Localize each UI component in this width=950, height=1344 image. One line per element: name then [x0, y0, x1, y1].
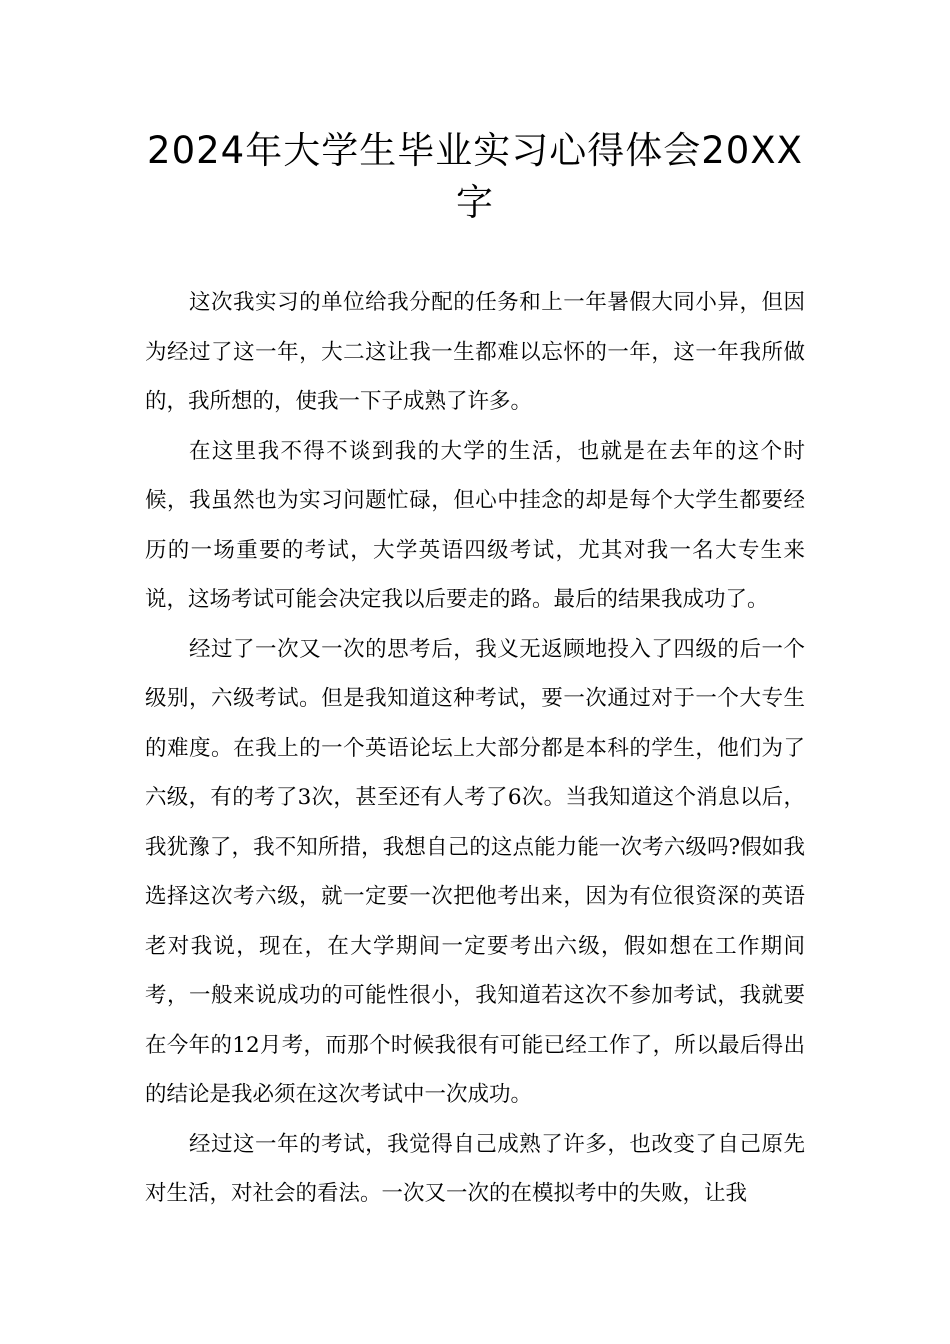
document-body: [145, 278, 805, 1219]
paragraph-3: 经过了一次又一次的思考后，我义无返顾地投入了四级的后一个级别，六级考试。但是我知道这种考试，要一次通过对于一个大专生的难度。在我上的一个英语论坛上大部分都是本科的学生，他们为了六级，有的考了3次，甚至还有人考了6次。当我知道这个消息以后，我犹豫了，我不知所措，我想自己的这点能力能一次考六级吗?假如我选择这次考六级，就一定要一次把他考出来，因为有位很资深的英语老对我说，现在，在大学期间一定要考出六级，假如想在工作期间考，一般来说成功的可能性很小，我知道若这次不参加考试，我就要在今年的12月考，而那个时候我很有可能已经工作了，所以最后得出的结论是我必须在这次考试中一次成功。: [145, 636, 805, 1107]
paragraph-1: 这次我实习的单位给我分配的任务和上一年暑假大同小异，但因为经过了这一年，大二这让我一生都难以忘怀的一年，这一年我所做的，我所想的，使我一下子成熟了许多。: [145, 290, 805, 414]
paragraph-4: 经过这一年的考试，我觉得自己成熟了许多，也改变了自己原先对生活，对社会的看法。一次又一次的在模拟考中的失败，让我: [145, 1131, 805, 1206]
paragraph-2: 在这里我不得不谈到我的大学的生活，也就是在去年的这个时候，我虽然也为实习问题忙碌，但心中挂念的却是每个大学生都要经历的一场重要的考试，大学英语四级考试，尤其对我一名大专生来说，这场考试可能会决定我以后要走的路。最后的结果我成功了。: [145, 438, 805, 612]
document-title: 2024年大学生毕业实习心得体会20XX字: [147, 129, 803, 224]
